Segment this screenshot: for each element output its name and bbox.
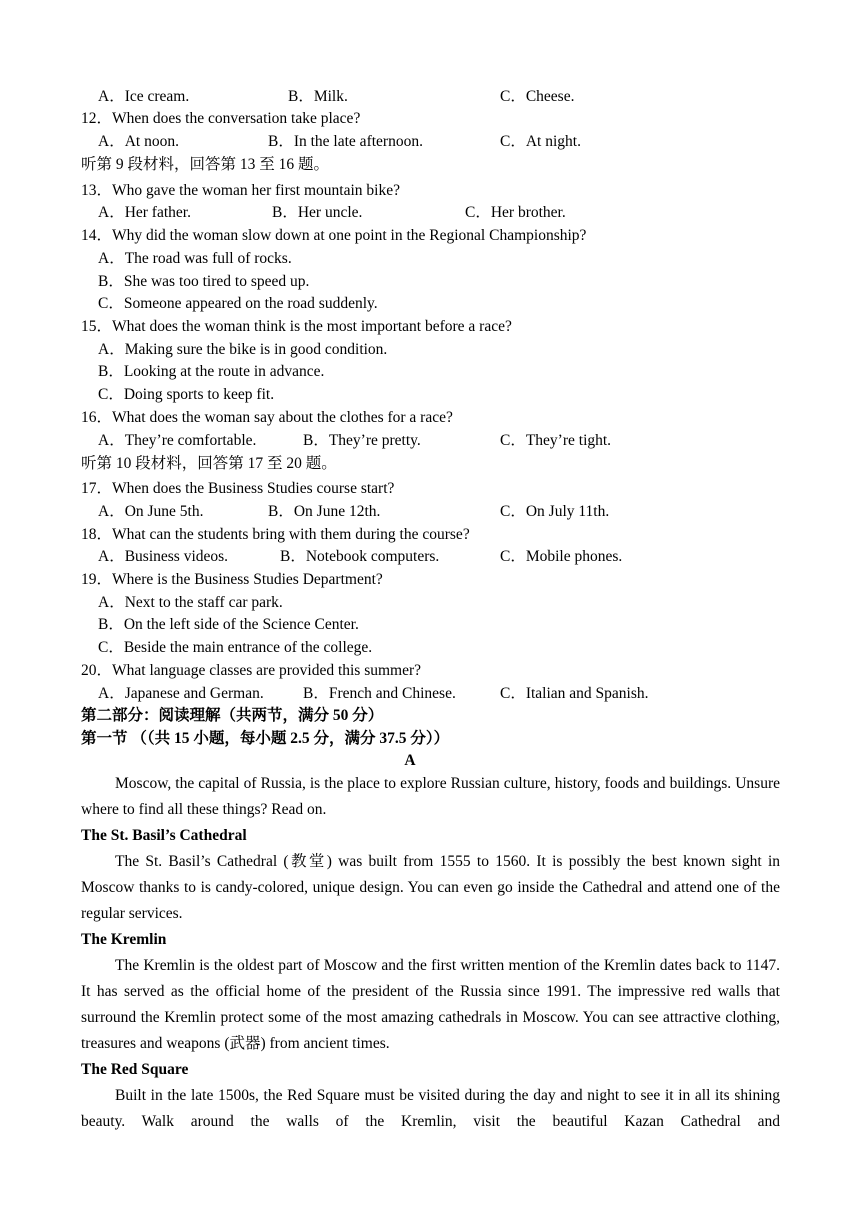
- q11-option-c: C．Cheese.: [500, 88, 575, 105]
- q13-option-b: B．Her uncle.: [272, 204, 363, 221]
- q18-option-b: B．Notebook computers.: [280, 548, 440, 565]
- q16-question: 16．What does the woman say about the clothes for a race?: [81, 409, 453, 426]
- section1-title: 第一节 （（共 15 小题，每小题 2.5 分，满分 37.5 分））: [81, 730, 450, 747]
- q20-option-b: B．French and Chinese.: [303, 685, 456, 702]
- q17-option-a: A．On June 5th.: [98, 503, 204, 520]
- q13-question: 13．Who gave the woman her first mountain bike?: [81, 182, 400, 199]
- q15-option-b: B．Looking at the route in advance.: [98, 363, 325, 380]
- q19-option-c: C．Beside the main entrance of the college.: [98, 639, 373, 656]
- q20-option-c: C．Italian and Spanish.: [500, 685, 649, 702]
- passage-intro: Moscow, the capital of Russia, is the place to explore Russian culture, history, foods and buildings. Unsure where to find all these things? Read on.: [81, 775, 780, 818]
- q14-option-c: C．Someone appeared on the road suddenly.: [98, 295, 378, 312]
- paragraph-kremlin: The Kremlin is the oldest part of Moscow and the first written mention of the Kremlin dates back to 1147. It has served as the official home of the president of the Russia since 1991. The impressive red walls that surround the Kremlin protect some of the most amazing cathedrals in Moscow. You can see attractive clothing, treasures and weapons (武器) from ancient times.: [81, 957, 780, 1052]
- q20-question: 20．What language classes are provided this summer?: [81, 662, 422, 679]
- q13-option-a: A．Her father.: [98, 204, 191, 221]
- q14-option-a: A．The road was full of rocks.: [98, 250, 292, 267]
- q15-option-a: A．Making sure the bike is in good condition.: [98, 341, 388, 358]
- q17-question: 17．When does the Business Studies course start?: [81, 480, 395, 497]
- q18-option-a: A．Business videos.: [98, 548, 229, 565]
- q19-option-b: B．On the left side of the Science Center.: [98, 616, 359, 633]
- part2-title: 第二部分：阅读理解（共两节，满分 50 分）: [81, 707, 384, 724]
- q13-option-c: C．Her brother.: [465, 204, 566, 221]
- section10-intro: 听第 10 段材料，回答第 17 至 20 题。: [81, 455, 337, 472]
- q18-option-c: C．Mobile phones.: [500, 548, 623, 565]
- q14-option-b: B．She was too tired to speed up.: [98, 273, 310, 290]
- q16-option-c: C．They’re tight.: [500, 432, 612, 449]
- paragraph-red-square: Built in the late 1500s, the Red Square must be visited during the day and night to see it in all its shining beauty. Walk around the walls of the Kremlin, visit the beautiful Kazan Cathedral and: [81, 1087, 780, 1130]
- q12-option-c: C．At night.: [500, 133, 581, 150]
- q12-option-a: A．At noon.: [98, 133, 179, 150]
- heading-red-square: The Red Square: [81, 1061, 189, 1078]
- q19-option-a: A．Next to the staff car park.: [98, 594, 283, 611]
- q11-option-a: A．Ice cream.: [98, 88, 190, 105]
- heading-st-basils: The St. Basil’s Cathedral: [81, 827, 247, 844]
- passage-label: A: [404, 752, 416, 769]
- q12-question: 12．When does the conversation take place?: [81, 110, 361, 127]
- q18-question: 18．What can the students bring with them during the course?: [81, 526, 470, 543]
- q15-option-c: C．Doing sports to keep fit.: [98, 386, 275, 403]
- q16-option-b: B．They’re pretty.: [303, 432, 421, 449]
- paragraph-st-basils: The St. Basil’s Cathedral (教堂) was built from 1555 to 1560. It is possibly the best known sight in Moscow thanks to is candy-colored, unique design. You can even go inside the Cathedral and attend one of the regular services.: [81, 853, 780, 922]
- q11-option-b: B．Milk.: [288, 88, 348, 105]
- q20-option-a: A．Japanese and German.: [98, 685, 264, 702]
- section9-intro: 听第 9 段材料，回答第 13 至 16 题。: [81, 156, 330, 173]
- q16-option-a: A．They’re comfortable.: [98, 432, 257, 449]
- q12-option-b: B．In the late afternoon.: [268, 133, 423, 150]
- q17-option-b: B．On June 12th.: [268, 503, 381, 520]
- q19-question: 19．Where is the Business Studies Department?: [81, 571, 383, 588]
- q15-question: 15．What does the woman think is the most important before a race?: [81, 318, 512, 335]
- heading-kremlin: The Kremlin: [81, 931, 167, 948]
- q17-option-c: C．On July 11th.: [500, 503, 610, 520]
- q14-question: 14．Why did the woman slow down at one point in the Regional Championship?: [81, 227, 587, 244]
